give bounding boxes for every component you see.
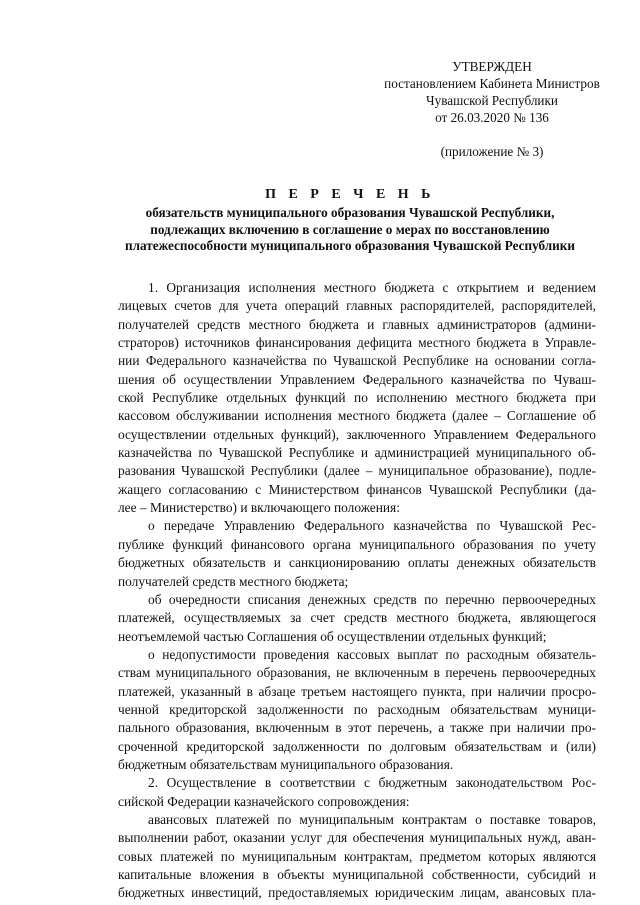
body-line: публике функций финансового органа муниципального образования по учету — [118, 536, 596, 552]
body-line: страторов) источников финансирования дефицита местного бюджета в Управле- — [118, 335, 596, 351]
approval-heading: УТВЕРЖДЕН — [452, 59, 532, 74]
body-line: о недопустимости проведения кассовых выплат по расходным обязатель- — [148, 646, 596, 662]
document-body — [118, 279, 596, 903]
body-line: лее – Министерство) и включающего положения: — [118, 500, 400, 516]
body-line: лицевых счетов для учета операций главных распорядителей, распорядителей, — [118, 298, 596, 314]
body-line: выполнении работ, оказании услуг для обеспечения муниципальных нужд, аван- — [118, 830, 596, 846]
body-line: сроченной кредиторской задолженности по долговым обязательствам и (или) — [118, 738, 596, 754]
body-line: нии Федерального казначейства по Чувашской Республике на основании согла- — [118, 353, 596, 369]
title-sub-line: подлежащих включению в соглашение о мерах по восстановлению — [150, 221, 550, 237]
title-sub-line: обязательств муниципального образования Чувашской Республики, — [145, 205, 555, 220]
title-sub-line: платежеспособности муниципального образования Чувашской Республики — [125, 238, 575, 253]
body-line: совых платежей по муниципальным контрактам, предметом которых являются — [118, 848, 596, 864]
body-line: получателей средств местного бюджета и главных администраторов (админи- — [118, 316, 596, 332]
annex-label: (приложение № 3) — [440, 144, 544, 159]
body-line: сийской Федерации казначейского сопровождения: — [118, 793, 410, 809]
body-line: ченной кредиторской задолженности по расходным обязательствам муници- — [118, 701, 596, 717]
body-line: шения об осуществлении Управлением Федерального казначейства по Чуваш- — [118, 371, 596, 387]
body-line: 2. Осуществление в соответствии с бюджетным законодательством Рос- — [148, 775, 596, 791]
body-line: капитальные вложения в объекты муниципальной собственности, субсидий и — [118, 867, 596, 882]
body-line: пального образования, включенным в этот перечень, а также при наличии про- — [118, 720, 596, 736]
body-line: неотъемлемой частью Соглашения об осуществлении отдельных функций; — [118, 628, 547, 644]
approval-stamp — [372, 58, 612, 126]
body-line: о передаче Управлению Федерального казначейства по Чувашской Рес- — [148, 518, 596, 534]
body-line: получателей средств местного бюджета; — [118, 573, 349, 589]
body-line: об очередности списания денежных средств по перечню первоочередных — [148, 591, 596, 607]
body-line: бюджетным обязательствам муниципального образования. — [118, 756, 454, 772]
body-line: 1. Организация исполнения местного бюджета с открытием и ведением — [148, 280, 596, 295]
document-title — [100, 186, 600, 255]
body-line: авансовых платежей по муниципальным контрактам о поставке товаров, — [148, 811, 596, 827]
body-line: казначейства по Чувашской Республике и администрацией муниципального об- — [118, 445, 596, 461]
body-line: ской Республике отдельных функций по исполнению местного бюджета при — [118, 390, 596, 406]
approval-issuer: постановлением Кабинета Министров — [384, 76, 600, 91]
body-line: бюджетных обязательств и санкционированию оплаты денежных обязательств — [118, 555, 596, 571]
body-line: разования Чувашской Республики (далее – муниципальное образование), подле- — [118, 463, 596, 479]
body-line: бюджетных инвестиций, предоставляемых юридическим лицам, авансовых пла- — [118, 885, 596, 901]
approval-date-number: от 26.03.2020 № 136 — [435, 110, 549, 125]
body-line: ствам муниципального образования, не включенным в перечень первоочередных — [118, 665, 596, 681]
body-line: жащего согласованию с Министерством финансов Чувашской Республики (да- — [118, 481, 596, 497]
title-main: П Е Р Е Ч Е Н Ь — [265, 187, 435, 202]
body-line: платежей, осуществляемых за счет средств местного бюджета, являющегося — [118, 610, 596, 626]
body-line: платежей, указанный в абзаце третьем настоящего пункта, при наличии просро- — [118, 683, 596, 699]
body-line: осуществлении отдельных функций), заключенного Управлением Федерального — [118, 426, 596, 442]
approval-republic: Чувашской Республики — [426, 93, 558, 108]
body-line: кассовом обслуживании исполнения местного бюджета (далее – Соглашение об — [118, 408, 596, 424]
title-subtitle — [100, 205, 600, 255]
